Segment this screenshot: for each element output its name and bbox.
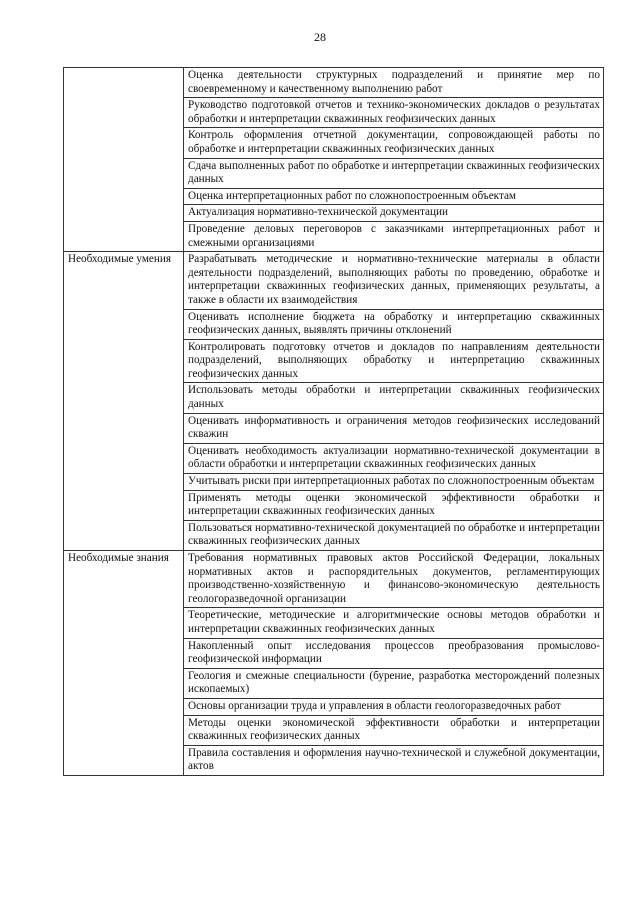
table-cell-item: Контролировать подготовку отчетов и докладов по направлениям деятельности подразделений, выполняющих обработку и интерпретацию скважинных геофизических данных <box>184 339 604 383</box>
table-row <box>64 68 604 98</box>
table-cell-item: Учитывать риски при интерпретационных работах по сложнопостроенным объектам <box>184 474 604 491</box>
table-cell-item: Проведение деловых переговоров с заказчиками интерпретационных работ и смежными организациями <box>184 221 604 251</box>
page-number: 28 <box>314 30 326 44</box>
table-row <box>64 551 604 608</box>
table-cell-item: Оценивать информативность и ограничения методов геофизических исследований скважин <box>184 413 604 443</box>
table-cell-item: Теоретические, методические и алгоритмические основы методов обработки и интерпретации скважинных геофизических данных <box>184 608 604 638</box>
table-cell-item: Разрабатывать методические и нормативно-технические материалы в области деятельности подразделений, выполняющих работы по проведению, обработке и интерпретации скважинных геофизических данных, применяющих результаты, а также в области их взаимодействия <box>184 252 604 309</box>
table-cell-item: Оценивать необходимость актуализации нормативно-технической документации в области обработки и интерпретации скважинных геофизических данных <box>184 443 604 473</box>
table-cell-item: Использовать методы обработки и интерпретации скважинных геофизических данных <box>184 383 604 413</box>
table-cell-item: Применять методы оценки экономической эффективности обработки и интерпретации скважинных геофизических данных <box>184 490 604 520</box>
skills-section-label: Необходимые умения <box>64 252 184 551</box>
table-cell-item: Актуализация нормативно-технической документации <box>184 205 604 222</box>
table-cell-item: Сдача выполненных работ по обработке и интерпретации скважинных геофизических данных <box>184 158 604 188</box>
table-cell-item: Пользоваться нормативно-технической документацией по обработке и интерпретации скважинных геофизических данных <box>184 520 604 550</box>
table-cell-item: Требования нормативных правовых актов Российской Федерации, локальных нормативных актов и распорядительных документов, регламентирующих производственно-хозяйственную и финансово-экономическую деятельность геологоразведочной организации <box>184 551 604 608</box>
table-cell-item: Накопленный опыт исследования процессов преобразования промыслово-геофизической информации <box>184 638 604 668</box>
table-cell-item: Контроль оформления отчетной документации, сопровождающей работы по обработке и интерпретации скважинных геофизических данных <box>184 128 604 158</box>
table-cell-item: Правила составления и оформления научно-технической и служебной документации, актов <box>184 745 604 775</box>
table-cell-item: Руководство подготовкой отчетов и технико-экономических докладов о результатах обработки и интерпретации скважинных геофизических данных <box>184 98 604 128</box>
table-cell-item: Методы оценки экономической эффективности обработки и интерпретации скважинных геофизических данных <box>184 715 604 745</box>
table-cell-item: Оценка деятельности структурных подразделений и принятие мер по своевременному и качественному выполнению работ <box>184 68 604 98</box>
competency-table <box>63 67 604 776</box>
table-cell-item: Оценивать исполнение бюджета на обработку и интерпретацию скважинных геофизических данных, выявлять причины отклонений <box>184 309 604 339</box>
table-cell-item: Геология и смежные специальности (бурение, разработка месторождений полезных ископаемых) <box>184 668 604 698</box>
continued-section-label <box>64 68 184 252</box>
table-cell-item: Оценка интерпретационных работ по сложнопостроенным объектам <box>184 188 604 205</box>
table-cell-item: Основы организации труда и управления в области геологоразведочных работ <box>184 698 604 715</box>
knowledge-section-label: Необходимые знания <box>64 551 184 776</box>
table-row <box>64 252 604 309</box>
